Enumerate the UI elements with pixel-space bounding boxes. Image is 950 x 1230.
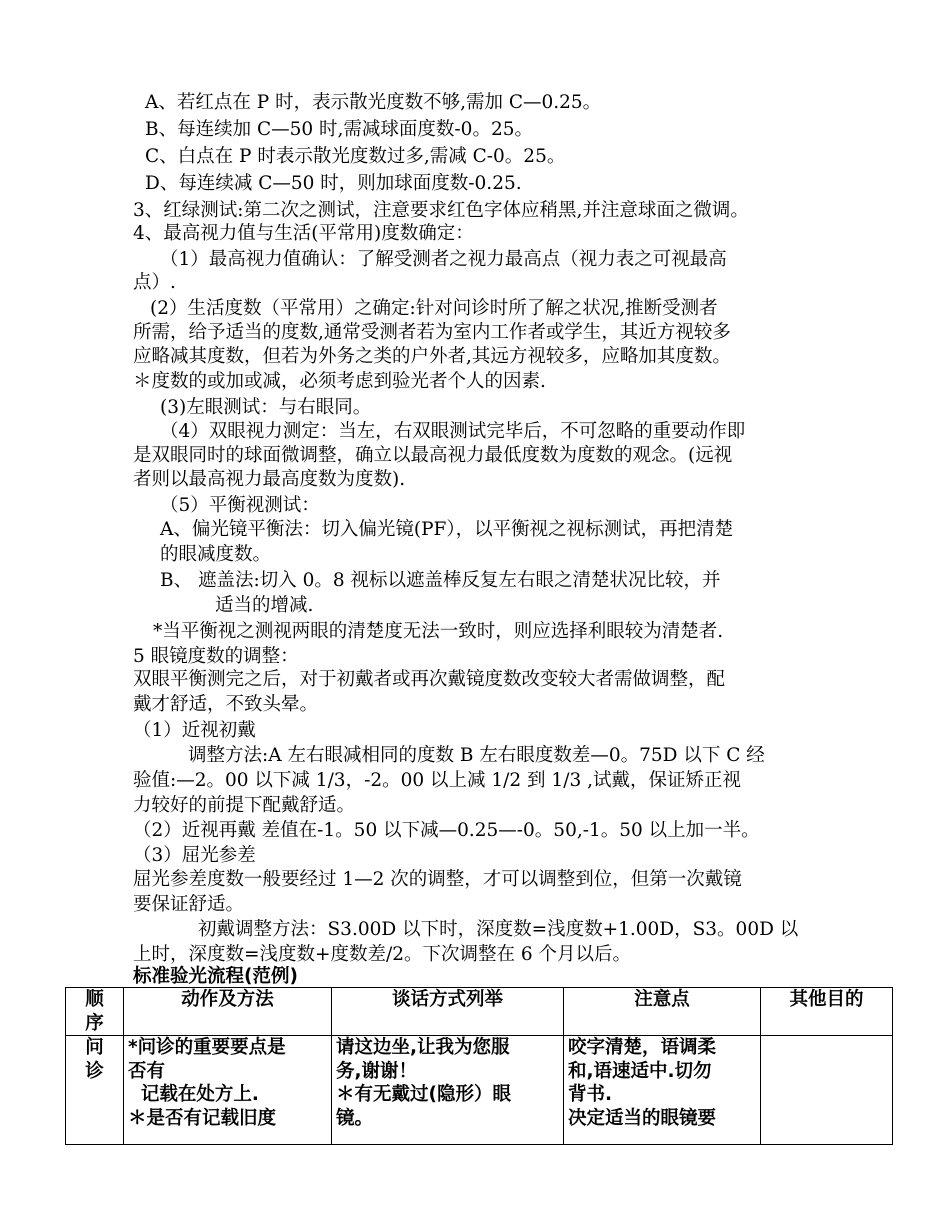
header-other: 其他目的 xyxy=(761,988,893,1036)
item-4-line-3: 者则以最高视力最高度数为度数). xyxy=(133,469,406,490)
anisometropia-line-2: 要保证舒适。 xyxy=(133,894,245,915)
myopia-again: （2）近视再戴 差值在-1。50 以下减—0.25—-0。50,-1。50 以上加一半。 xyxy=(133,820,760,841)
section-4-heading: 4、最高视力值与生活(平常用)度数确定： xyxy=(133,223,474,244)
header-note: 注意点 xyxy=(564,988,761,1036)
cell-note-line: 和,语速适中.切勿 xyxy=(568,1060,712,1082)
section-5-line-1: 双眼平衡测完之后，对于初戴者或再次戴镜度数改变较大者需做调整，配 xyxy=(133,669,726,690)
cell-action-line: 记载在处方上. xyxy=(128,1084,259,1105)
section-3-red-green: 3、红绿测试:第二次之测试，注意要求红色字体应稍黑,并注意球面之微调。 xyxy=(133,200,749,221)
anisometropia-heading: （3）屈光参差 xyxy=(133,845,256,866)
item-5-a-line-2: 的眼减度数。 xyxy=(160,544,272,565)
cell-note-line: 咬字清楚，语调柔 xyxy=(568,1037,717,1058)
item-2-line-2: 所需，给予适当的度数,通常受测者若为室内工作者或学生，其近方视较多 xyxy=(133,322,731,343)
header-talk: 谈话方式列举 xyxy=(332,988,564,1036)
item-2-note: ＊度数的或加或减，必须考虑到验光者个人的因素. xyxy=(133,371,546,392)
myopia-first-line-1: 调整方法:A 左右眼减相同的度数 B 左右眼度数差—0。75D 以下 C 经 xyxy=(188,745,765,766)
first-wear-line-1: 初戴调整方法：S3.00D 以下时，深度数=浅度数+1.00D，S3。00D 以 xyxy=(198,919,799,940)
table-title: 标准验光流程(范例) xyxy=(133,966,298,987)
cell-action xyxy=(124,1036,332,1145)
cell-sequence-line: 问 xyxy=(85,1037,104,1058)
section-5-line-2: 戴才舒适，不致头晕。 xyxy=(133,694,319,715)
cell-talk-line: 务,谢谢！ xyxy=(336,1060,418,1082)
text-line-b: B、每连续加 C—50 时,需减球面度数-0。25。 xyxy=(145,119,533,140)
cell-talk-line: 请这边坐,让我为您服 xyxy=(336,1037,510,1058)
text-line-c: C、白点在 P 时表示散光度数过多,需减 C-0。25。 xyxy=(145,146,566,167)
cell-other xyxy=(761,1036,893,1145)
cell-note-line: 决定适当的眼镜要 xyxy=(568,1107,717,1129)
cell-sequence xyxy=(66,1036,124,1145)
item-2-line-3: 应略减其度数，但若为外务之类的户外者,其远方视较多，应略加其度数。 xyxy=(133,346,731,367)
table-header-row xyxy=(66,988,893,1036)
refraction-process-table xyxy=(65,987,893,1145)
item-5-heading: （5）平衡视测试： xyxy=(160,495,320,516)
cell-talk-line: ＊有无戴过(隐形）眼 xyxy=(336,1084,511,1105)
header-action: 动作及方法 xyxy=(124,988,332,1036)
first-wear-line-2: 上时，深度数=浅度数+度数差/2。下次调整在 6 个月以后。 xyxy=(133,944,632,965)
text-line-a: A、若红点在 P 时，表示散光度数不够,需加 C—0.25。 xyxy=(145,92,602,113)
item-1-line-1: （1）最高视力值确认：了解受测者之视力最高点（视力表之可视最高 xyxy=(160,249,727,270)
item-5-a-line-1: A、偏光镜平衡法：切入偏光镜(PF），以平衡视之视标测试，再把清楚 xyxy=(160,519,734,540)
cell-note-line: 背书. xyxy=(568,1084,613,1105)
myopia-first-heading: （1）近视初戴 xyxy=(133,720,256,741)
cell-talk-line: 镜。 xyxy=(336,1107,374,1129)
item-4-line-1: （4）双眼视力测定：当左，右双眼测试完毕后，不可忽略的重要动作即 xyxy=(160,421,746,442)
item-3: (3)左眼测试：与右眼同。 xyxy=(160,397,372,418)
item-5-b-line-1: B、 遮盖法:切入 0。8 视标以遮盖棒反复左右眼之清楚状况比较，并 xyxy=(160,570,721,591)
cell-talk xyxy=(332,1036,564,1145)
item-5-b-line-2: 适当的增减. xyxy=(215,595,314,616)
myopia-first-line-3: 力较好的前提下配戴舒适。 xyxy=(133,795,356,816)
cell-action-line: *问诊的重要要点是 xyxy=(128,1037,286,1058)
text-line-d: D、每连续减 C—50 时，则加球面度数-0.25. xyxy=(145,173,522,194)
item-4-line-2: 是双眼同时的球面微调整，确立以最高视力最低度数为度数的观念。(远视 xyxy=(133,445,733,466)
myopia-first-line-2: 验值:—2。00 以下减 1/3，-2。00 以上减 1/2 到 1/3 ,试戴，保证矫正视 xyxy=(133,770,741,791)
item-5-note: *当平衡视之测视两眼的清楚度无法一致时，则应选择利眼较为清楚者. xyxy=(153,621,724,642)
table-row xyxy=(66,1036,893,1145)
section-5-heading: 5 眼镜度数的调整： xyxy=(133,646,299,667)
anisometropia-line-1: 屈光参差度数一般要经过 1—2 次的调整，才可以调整到位，但第一次戴镜 xyxy=(133,869,742,890)
header-sequence xyxy=(66,988,124,1036)
item-1-line-2: 点）. xyxy=(133,272,176,293)
item-2-line-1: (2）生活度数（平常用）之确定:针对问诊时所了解之状况,推断受测者 xyxy=(150,298,718,319)
header-sequence-text: 顺序 xyxy=(85,989,104,1034)
cell-note xyxy=(564,1036,761,1145)
cell-sequence-line: 诊 xyxy=(85,1060,104,1082)
cell-action-line: ＊是否有记载旧度 xyxy=(128,1107,277,1129)
cell-action-line: 否有 xyxy=(128,1060,166,1082)
